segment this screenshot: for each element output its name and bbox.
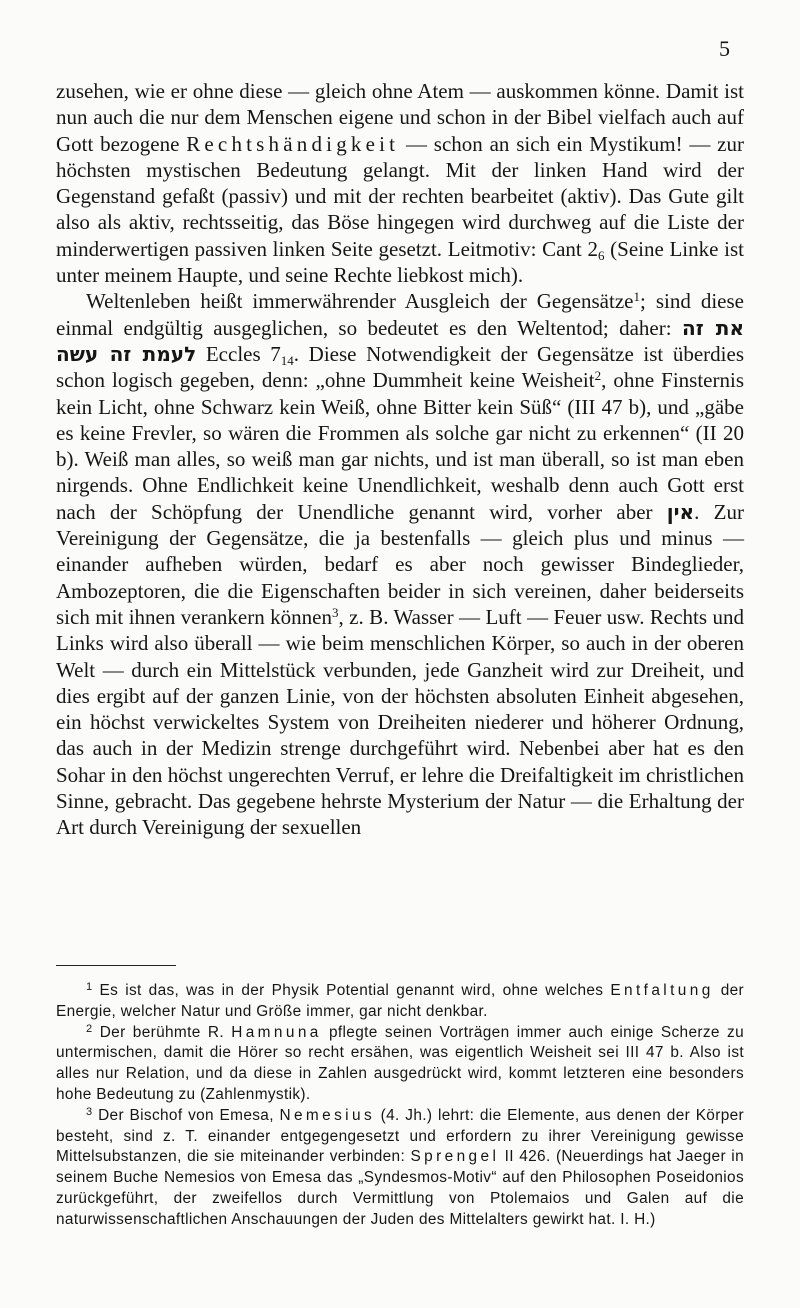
text-span: ; sind diese einmal endgültig ausgeglichen, so bedeutet es den Weltentod; daher: (56, 289, 744, 340)
text-span: — schon an sich ein Mystikum! — zur höchsten mystischen Bedeutung gelangt. Mit der linken Hand wird der Gegenstand gefaßt (passiv) und mit der rechten bearbeitet (aktiv). Das Gute gilt also als aktiv, rechtsseitig, das Böse hingegen wird durchweg auf die Liste der minderwertigen passiven linken Seite gesetzt. Leitmotiv: Cant 2 (56, 131, 744, 261)
text-span: , z. B. Wasser — Luft — Feuer usw. Rechts und Links wird also überall — wie beim menschlichen Körper, so auch in der oberen Welt — durch ein Mittelstück verbunden, jede Ganzheit wird zur Dreiheit, und dies ergibt auf der ganzen Linie, von der höchsten absoluten Einheit abgesehen, ein höchst verwickeltes System von Dreiheiten niederer und höherer Ordnung, das auch in der Medizin strenge durchgeführt wird. Nebenbei aber hat es den Sohar in den höchst ungerechten Verruf, er lehre die Dreifaltigkeit im christlichen Sinne, gebracht. Das gegebene hehrste Mysterium der Natur — die Erhaltung der Art durch Vereinigung der sexuellen (56, 604, 744, 840)
hebrew-quote: את זה לעמת זה עשה (56, 315, 745, 366)
subscript: 14 (280, 352, 294, 368)
paragraph-1 (56, 78, 744, 288)
footnote-2 (56, 1023, 744, 1106)
text-span: (4. Jh.) lehrt: die Elemente, aus denen der Körper besteht, sind z. T. einander entgegengesetzt und erfordern zu ihrer Vereinigung gewisse Mittelsubstanzen, die sie miteinander verbinden: (56, 1106, 744, 1166)
text-span: Der berühmte R. (92, 1023, 232, 1041)
footnotes (56, 981, 744, 1231)
text-span: zusehen, wie er ohne diese — gleich ohne Atem — auskommen könne. Damit ist nun auch die nur dem Menschen eigene und schon in der Bibel vielfach auch auf Gott bezogene (56, 79, 744, 156)
footnote-3 (56, 1106, 744, 1231)
text-span: II 426. (Neuerdings hat Jaeger in seinem Buche Nemesios von Emesa das „Syndesmos-Motiv“ auf den Philosophen Poseidonios zurückgeführt, der zweifellos durch Vermittlung von Ptolemaios und Galen auf die naturwissenschaftlichen Anschauungen der Juden des Mittelalters gewirkt hat. I. H.) (56, 1148, 744, 1228)
text-span: der Energie, welcher Natur und Größe immer, gar nicht denkbar. (56, 982, 744, 1020)
emphasis-hamnuna: Hamnuna (231, 1023, 322, 1041)
footnote-mark: 1 (86, 981, 93, 993)
footnote-ref-3[interactable]: 3 (332, 604, 339, 620)
text-span: . Zur Vereinigung der Gegensätze, die ja bestenfalls — gleich plus und minus — einander aufheben würden, bedarf es aber noch gewisser Bindeglieder, Ambozeptoren, die die Eigenschaften beider in sich vereinen, daher beiderseits sich mit ihnen verankern können (56, 499, 744, 629)
emphasis-rechtshaendigkeit: Rechtshändigkeit (186, 131, 400, 156)
footnote-mark: 3 (86, 1105, 93, 1118)
text-span: , ohne Finsternis kein Licht, ohne Schwarz kein Weiß, ohne Bitter kein Süß“ (III 47 b), und „gäbe es keine Frevler, so wären die Frommen als solche gar nicht zu erkennen“ (II 20 b). Weiß man alles, so weiß man gar nichts, und ist man überall, so ist man eben nirgends. Ohne Endlichkeit keine Unendlichkeit, weshalb denn auch Gott erst nach der Schöpfung der Unendliche genannt wird, vorher aber (56, 368, 744, 524)
subscript: 6 (597, 247, 605, 263)
emphasis-sprengel: Sprengel (410, 1148, 500, 1166)
text-span: Es ist das, was in der Physik Potential genannt wird, ohne welches (92, 982, 611, 999)
footnote-mark: 2 (86, 1022, 93, 1035)
footnote-ref-1[interactable]: 1 (633, 289, 640, 305)
main-text (56, 78, 744, 841)
paragraph-2 (56, 288, 744, 840)
text-span: Der Bischof von Emesa, (92, 1106, 280, 1124)
text-span: (Seine Linke ist unter meinem Haupte, und seine Rechte liebkost mich). (56, 236, 744, 288)
text-span: Eccles 7 (196, 341, 281, 366)
emphasis-nemesius: Nemesius (279, 1106, 376, 1124)
page-number: 5 (719, 36, 730, 61)
text-span: . Diese Notwendigkeit der Gegensätze ist überdies schon logisch gegeben, denn: „ohne Dummheit keine Weisheit (56, 341, 744, 393)
hebrew-word: אין (666, 499, 695, 524)
footnote-divider (56, 965, 176, 966)
footnote-1 (56, 981, 744, 1023)
text-span: Weltenleben heißt immerwährender Ausgleich der Gegensätze (86, 289, 634, 314)
emphasis-entfaltung: Entfaltung (610, 982, 714, 999)
text-span: pflegte seinen Vorträgen immer auch einige Scherze zu untermischen, damit die Hörer so recht ersähen, was eigentlich Weisheit sei III 47 b. Also ist alles nur Relation, und da diese in Zahlen ausgedrückt wird, kommt letzteren eine besonders hohe Bedeutung zu (Zahlenmystik). (56, 1023, 744, 1103)
footnote-ref-2[interactable]: 2 (594, 368, 602, 384)
